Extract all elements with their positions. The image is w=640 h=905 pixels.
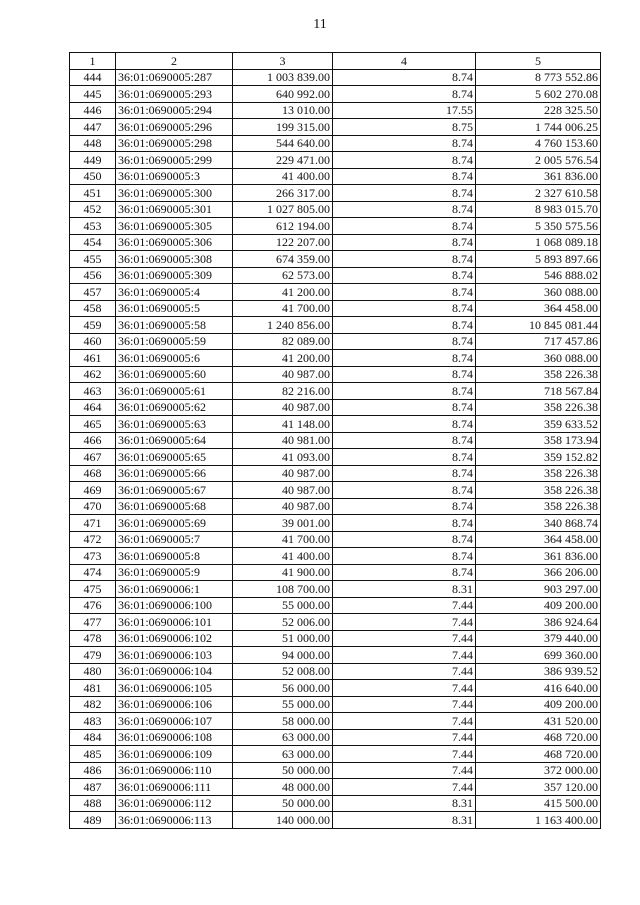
table-row xyxy=(70,581,601,598)
table-row xyxy=(70,564,601,581)
row-number-cell: 469 xyxy=(70,482,116,499)
rate-value-cell: 8.31 xyxy=(333,581,476,598)
area-value-cell: 1 003 839.00 xyxy=(233,69,333,86)
cadastral-number-cell: 36:01:0690005:65 xyxy=(116,449,233,466)
area-value-cell: 41 900.00 xyxy=(233,564,333,581)
header-row xyxy=(70,53,601,70)
cadastral-number-cell: 36:01:0690006:113 xyxy=(116,812,233,829)
area-value-cell: 56 000.00 xyxy=(233,680,333,697)
cost-value-cell: 8 773 552.86 xyxy=(476,69,601,86)
area-value-cell: 108 700.00 xyxy=(233,581,333,598)
row-number-cell: 485 xyxy=(70,746,116,763)
rate-value-cell: 8.31 xyxy=(333,795,476,812)
table-row xyxy=(70,779,601,796)
row-number-cell: 468 xyxy=(70,465,116,482)
cost-value-cell: 5 350 575.56 xyxy=(476,218,601,235)
area-value-cell: 58 000.00 xyxy=(233,713,333,730)
area-value-cell: 1 027 805.00 xyxy=(233,201,333,218)
rate-value-cell: 8.74 xyxy=(333,251,476,268)
table-row xyxy=(70,317,601,334)
cost-value-cell: 699 360.00 xyxy=(476,647,601,664)
rate-value-cell: 8.74 xyxy=(333,482,476,499)
cadastral-number-cell: 36:01:0690006:112 xyxy=(116,795,233,812)
cost-value-cell: 409 200.00 xyxy=(476,696,601,713)
row-number-cell: 457 xyxy=(70,284,116,301)
rate-value-cell: 8.74 xyxy=(333,201,476,218)
table-row xyxy=(70,449,601,466)
cadastral-number-cell: 36:01:0690005:67 xyxy=(116,482,233,499)
area-value-cell: 140 000.00 xyxy=(233,812,333,829)
table-row xyxy=(70,350,601,367)
rate-value-cell: 8.74 xyxy=(333,267,476,284)
area-value-cell: 63 000.00 xyxy=(233,746,333,763)
area-value-cell: 51 000.00 xyxy=(233,630,333,647)
area-value-cell: 266 317.00 xyxy=(233,185,333,202)
area-value-cell: 40 987.00 xyxy=(233,482,333,499)
cadastral-number-cell: 36:01:0690005:60 xyxy=(116,366,233,383)
cadastral-number-cell: 36:01:0690005:61 xyxy=(116,383,233,400)
page-number: 11 xyxy=(313,17,327,32)
cost-value-cell: 717 457.86 xyxy=(476,333,601,350)
rate-value-cell: 8.74 xyxy=(333,284,476,301)
rate-value-cell: 8.74 xyxy=(333,564,476,581)
cost-value-cell: 5 602 270.08 xyxy=(476,86,601,103)
rate-value-cell: 8.74 xyxy=(333,383,476,400)
area-value-cell: 63 000.00 xyxy=(233,729,333,746)
table-row xyxy=(70,812,601,829)
row-number-cell: 456 xyxy=(70,267,116,284)
cost-value-cell: 386 924.64 xyxy=(476,614,601,631)
cost-value-cell: 372 000.00 xyxy=(476,762,601,779)
cost-value-cell: 359 633.52 xyxy=(476,416,601,433)
row-number-cell: 473 xyxy=(70,548,116,565)
cost-value-cell: 358 226.38 xyxy=(476,465,601,482)
cost-value-cell: 364 458.00 xyxy=(476,531,601,548)
rate-value-cell: 7.44 xyxy=(333,663,476,680)
row-number-cell: 458 xyxy=(70,300,116,317)
table-row xyxy=(70,630,601,647)
table-row xyxy=(70,531,601,548)
rate-value-cell: 8.74 xyxy=(333,218,476,235)
area-value-cell: 41 148.00 xyxy=(233,416,333,433)
row-number-cell: 454 xyxy=(70,234,116,251)
rate-value-cell: 7.44 xyxy=(333,614,476,631)
table-row xyxy=(70,746,601,763)
row-number-cell: 446 xyxy=(70,102,116,119)
row-number-cell: 460 xyxy=(70,333,116,350)
cadastral-number-cell: 36:01:0690005:63 xyxy=(116,416,233,433)
area-value-cell: 50 000.00 xyxy=(233,795,333,812)
table-row xyxy=(70,663,601,680)
area-value-cell: 41 400.00 xyxy=(233,548,333,565)
row-number-cell: 482 xyxy=(70,696,116,713)
cost-value-cell: 468 720.00 xyxy=(476,729,601,746)
row-number-cell: 452 xyxy=(70,201,116,218)
table-row xyxy=(70,498,601,515)
row-number-cell: 463 xyxy=(70,383,116,400)
table-row xyxy=(70,284,601,301)
header-col-2: 2 xyxy=(116,53,233,70)
cadastral-number-cell: 36:01:0690005:6 xyxy=(116,350,233,367)
area-value-cell: 52 008.00 xyxy=(233,663,333,680)
table-row xyxy=(70,482,601,499)
cadastral-number-cell: 36:01:0690005:298 xyxy=(116,135,233,152)
table-row xyxy=(70,333,601,350)
cadastral-number-cell: 36:01:0690005:294 xyxy=(116,102,233,119)
cadastral-number-cell: 36:01:0690005:58 xyxy=(116,317,233,334)
cadastral-number-cell: 36:01:0690005:66 xyxy=(116,465,233,482)
area-value-cell: 612 194.00 xyxy=(233,218,333,235)
cadastral-number-cell: 36:01:0690005:296 xyxy=(116,119,233,136)
table-row xyxy=(70,729,601,746)
rate-value-cell: 8.74 xyxy=(333,498,476,515)
row-number-cell: 475 xyxy=(70,581,116,598)
table-row xyxy=(70,102,601,119)
rate-value-cell: 8.74 xyxy=(333,152,476,169)
row-number-cell: 467 xyxy=(70,449,116,466)
cadastral-number-cell: 36:01:0690005:8 xyxy=(116,548,233,565)
cost-value-cell: 468 720.00 xyxy=(476,746,601,763)
rate-value-cell: 8.74 xyxy=(333,548,476,565)
header-col-4: 4 xyxy=(333,53,476,70)
rate-value-cell: 7.44 xyxy=(333,713,476,730)
row-number-cell: 451 xyxy=(70,185,116,202)
area-value-cell: 640 992.00 xyxy=(233,86,333,103)
cost-value-cell: 379 440.00 xyxy=(476,630,601,647)
cost-value-cell: 718 567.84 xyxy=(476,383,601,400)
rate-value-cell: 8.75 xyxy=(333,119,476,136)
rate-value-cell: 8.74 xyxy=(333,168,476,185)
area-value-cell: 13 010.00 xyxy=(233,102,333,119)
area-value-cell: 94 000.00 xyxy=(233,647,333,664)
rate-value-cell: 8.74 xyxy=(333,135,476,152)
cadastral-number-cell: 36:01:0690005:4 xyxy=(116,284,233,301)
cost-value-cell: 546 888.02 xyxy=(476,267,601,284)
table-row xyxy=(70,218,601,235)
table-row xyxy=(70,267,601,284)
cost-value-cell: 360 088.00 xyxy=(476,350,601,367)
area-value-cell: 1 240 856.00 xyxy=(233,317,333,334)
rate-value-cell: 8.74 xyxy=(333,399,476,416)
rate-value-cell: 8.74 xyxy=(333,416,476,433)
area-value-cell: 82 216.00 xyxy=(233,383,333,400)
cost-value-cell: 431 520.00 xyxy=(476,713,601,730)
row-number-cell: 472 xyxy=(70,531,116,548)
header-col-1: 1 xyxy=(70,53,116,70)
table-row xyxy=(70,597,601,614)
cadastral-number-cell: 36:01:0690005:287 xyxy=(116,69,233,86)
cost-value-cell: 361 836.00 xyxy=(476,168,601,185)
rate-value-cell: 7.44 xyxy=(333,746,476,763)
rate-value-cell: 7.44 xyxy=(333,729,476,746)
rate-value-cell: 7.44 xyxy=(333,680,476,697)
row-number-cell: 484 xyxy=(70,729,116,746)
area-value-cell: 48 000.00 xyxy=(233,779,333,796)
cost-value-cell: 361 836.00 xyxy=(476,548,601,565)
row-number-cell: 453 xyxy=(70,218,116,235)
cost-value-cell: 903 297.00 xyxy=(476,581,601,598)
rate-value-cell: 7.44 xyxy=(333,762,476,779)
rate-value-cell: 7.44 xyxy=(333,779,476,796)
table-row xyxy=(70,234,601,251)
rate-value-cell: 7.44 xyxy=(333,597,476,614)
cost-value-cell: 4 760 153.60 xyxy=(476,135,601,152)
area-value-cell: 199 315.00 xyxy=(233,119,333,136)
cadastral-number-cell: 36:01:0690005:308 xyxy=(116,251,233,268)
cadastral-number-cell: 36:01:0690005:64 xyxy=(116,432,233,449)
cadastral-number-cell: 36:01:0690005:300 xyxy=(116,185,233,202)
cost-value-cell: 358 226.38 xyxy=(476,399,601,416)
cost-value-cell: 1 163 400.00 xyxy=(476,812,601,829)
row-number-cell: 449 xyxy=(70,152,116,169)
table-row xyxy=(70,432,601,449)
header-col-5: 5 xyxy=(476,53,601,70)
row-number-cell: 459 xyxy=(70,317,116,334)
cost-value-cell: 386 939.52 xyxy=(476,663,601,680)
row-number-cell: 455 xyxy=(70,251,116,268)
area-value-cell: 39 001.00 xyxy=(233,515,333,532)
rate-value-cell: 8.74 xyxy=(333,366,476,383)
table-row xyxy=(70,300,601,317)
table-row xyxy=(70,696,601,713)
cost-value-cell: 2 327 610.58 xyxy=(476,185,601,202)
area-value-cell: 40 987.00 xyxy=(233,498,333,515)
table-row xyxy=(70,119,601,136)
table-row xyxy=(70,713,601,730)
rate-value-cell: 8.74 xyxy=(333,69,476,86)
area-value-cell: 62 573.00 xyxy=(233,267,333,284)
cadastral-number-cell: 36:01:0690006:102 xyxy=(116,630,233,647)
row-number-cell: 471 xyxy=(70,515,116,532)
area-value-cell: 40 987.00 xyxy=(233,399,333,416)
table-row xyxy=(70,69,601,86)
cost-value-cell: 358 173.94 xyxy=(476,432,601,449)
row-number-cell: 479 xyxy=(70,647,116,664)
row-number-cell: 486 xyxy=(70,762,116,779)
table-row xyxy=(70,614,601,631)
cost-value-cell: 358 226.38 xyxy=(476,482,601,499)
row-number-cell: 470 xyxy=(70,498,116,515)
table-row xyxy=(70,515,601,532)
row-number-cell: 461 xyxy=(70,350,116,367)
rate-value-cell: 8.74 xyxy=(333,333,476,350)
cadastral-number-cell: 36:01:0690005:59 xyxy=(116,333,233,350)
row-number-cell: 447 xyxy=(70,119,116,136)
row-number-cell: 480 xyxy=(70,663,116,680)
area-value-cell: 544 640.00 xyxy=(233,135,333,152)
rate-value-cell: 8.74 xyxy=(333,531,476,548)
area-value-cell: 82 089.00 xyxy=(233,333,333,350)
row-number-cell: 478 xyxy=(70,630,116,647)
row-number-cell: 487 xyxy=(70,779,116,796)
rate-value-cell: 8.74 xyxy=(333,350,476,367)
table-row xyxy=(70,135,601,152)
cadastral-number-cell: 36:01:0690005:9 xyxy=(116,564,233,581)
rate-value-cell: 7.44 xyxy=(333,647,476,664)
rate-value-cell: 8.74 xyxy=(333,432,476,449)
cadastral-number-cell: 36:01:0690005:301 xyxy=(116,201,233,218)
rate-value-cell: 8.74 xyxy=(333,449,476,466)
area-value-cell: 674 359.00 xyxy=(233,251,333,268)
cadastral-number-cell: 36:01:0690006:107 xyxy=(116,713,233,730)
table-row xyxy=(70,399,601,416)
row-number-cell: 462 xyxy=(70,366,116,383)
cost-value-cell: 359 152.82 xyxy=(476,449,601,466)
table-row xyxy=(70,152,601,169)
cadastral-number-cell: 36:01:0690006:103 xyxy=(116,647,233,664)
cadastral-number-cell: 36:01:0690005:7 xyxy=(116,531,233,548)
rate-value-cell: 8.74 xyxy=(333,234,476,251)
cost-value-cell: 366 206.00 xyxy=(476,564,601,581)
area-value-cell: 41 700.00 xyxy=(233,300,333,317)
rate-value-cell: 8.74 xyxy=(333,317,476,334)
cadastral-number-cell: 36:01:0690005:299 xyxy=(116,152,233,169)
cadastral-number-cell: 36:01:0690006:110 xyxy=(116,762,233,779)
cost-value-cell: 364 458.00 xyxy=(476,300,601,317)
row-number-cell: 477 xyxy=(70,614,116,631)
rate-value-cell: 8.74 xyxy=(333,300,476,317)
area-value-cell: 41 200.00 xyxy=(233,284,333,301)
cadastral-number-cell: 36:01:0690006:100 xyxy=(116,597,233,614)
cost-value-cell: 357 120.00 xyxy=(476,779,601,796)
cadastral-number-cell: 36:01:0690006:106 xyxy=(116,696,233,713)
area-value-cell: 41 093.00 xyxy=(233,449,333,466)
cost-value-cell: 5 893 897.66 xyxy=(476,251,601,268)
rate-value-cell: 8.74 xyxy=(333,465,476,482)
table-row xyxy=(70,251,601,268)
cadastral-number-cell: 36:01:0690005:62 xyxy=(116,399,233,416)
row-number-cell: 489 xyxy=(70,812,116,829)
area-value-cell: 55 000.00 xyxy=(233,597,333,614)
cadastral-number-cell: 36:01:0690006:101 xyxy=(116,614,233,631)
rate-value-cell: 17.55 xyxy=(333,102,476,119)
table-row xyxy=(70,795,601,812)
cadastral-number-cell: 36:01:0690006:111 xyxy=(116,779,233,796)
header-col-3: 3 xyxy=(233,53,333,70)
row-number-cell: 445 xyxy=(70,86,116,103)
cadastral-number-cell: 36:01:0690005:293 xyxy=(116,86,233,103)
area-value-cell: 229 471.00 xyxy=(233,152,333,169)
cost-value-cell: 416 640.00 xyxy=(476,680,601,697)
rate-value-cell: 8.74 xyxy=(333,515,476,532)
cadastral-number-cell: 36:01:0690005:68 xyxy=(116,498,233,515)
table-body xyxy=(70,69,601,828)
cost-value-cell: 358 226.38 xyxy=(476,366,601,383)
table-row xyxy=(70,416,601,433)
cadastral-number-cell: 36:01:0690005:309 xyxy=(116,267,233,284)
cadastral-number-cell: 36:01:0690006:1 xyxy=(116,581,233,598)
table-row xyxy=(70,680,601,697)
cadastral-number-cell: 36:01:0690006:104 xyxy=(116,663,233,680)
area-value-cell: 40 987.00 xyxy=(233,366,333,383)
table-row xyxy=(70,366,601,383)
rate-value-cell: 8.74 xyxy=(333,86,476,103)
cadastral-number-cell: 36:01:0690005:306 xyxy=(116,234,233,251)
cost-value-cell: 360 088.00 xyxy=(476,284,601,301)
row-number-cell: 466 xyxy=(70,432,116,449)
table-row xyxy=(70,168,601,185)
area-value-cell: 50 000.00 xyxy=(233,762,333,779)
table-row xyxy=(70,185,601,202)
table-row xyxy=(70,647,601,664)
cadastral-number-cell: 36:01:0690005:3 xyxy=(116,168,233,185)
table-row xyxy=(70,86,601,103)
area-value-cell: 41 400.00 xyxy=(233,168,333,185)
cadastral-number-cell: 36:01:0690005:305 xyxy=(116,218,233,235)
area-value-cell: 41 200.00 xyxy=(233,350,333,367)
cadastral-number-cell: 36:01:0690006:108 xyxy=(116,729,233,746)
table-row xyxy=(70,383,601,400)
table-row xyxy=(70,548,601,565)
cost-value-cell: 358 226.38 xyxy=(476,498,601,515)
cost-value-cell: 228 325.50 xyxy=(476,102,601,119)
table-row xyxy=(70,465,601,482)
area-value-cell: 52 006.00 xyxy=(233,614,333,631)
cadastral-table xyxy=(69,52,601,829)
rate-value-cell: 7.44 xyxy=(333,696,476,713)
area-value-cell: 40 981.00 xyxy=(233,432,333,449)
area-value-cell: 40 987.00 xyxy=(233,465,333,482)
row-number-cell: 448 xyxy=(70,135,116,152)
cost-value-cell: 1 744 006.25 xyxy=(476,119,601,136)
cost-value-cell: 415 500.00 xyxy=(476,795,601,812)
cost-value-cell: 1 068 089.18 xyxy=(476,234,601,251)
row-number-cell: 481 xyxy=(70,680,116,697)
cadastral-number-cell: 36:01:0690006:109 xyxy=(116,746,233,763)
rate-value-cell: 8.74 xyxy=(333,185,476,202)
area-value-cell: 122 207.00 xyxy=(233,234,333,251)
table-row xyxy=(70,201,601,218)
table-row xyxy=(70,762,601,779)
table-header xyxy=(70,53,601,70)
rate-value-cell: 7.44 xyxy=(333,630,476,647)
rate-value-cell: 8.31 xyxy=(333,812,476,829)
row-number-cell: 450 xyxy=(70,168,116,185)
cadastral-number-cell: 36:01:0690005:5 xyxy=(116,300,233,317)
area-value-cell: 41 700.00 xyxy=(233,531,333,548)
row-number-cell: 476 xyxy=(70,597,116,614)
row-number-cell: 444 xyxy=(70,69,116,86)
row-number-cell: 488 xyxy=(70,795,116,812)
cost-value-cell: 10 845 081.44 xyxy=(476,317,601,334)
cost-value-cell: 2 005 576.54 xyxy=(476,152,601,169)
area-value-cell: 55 000.00 xyxy=(233,696,333,713)
cadastral-number-cell: 36:01:0690006:105 xyxy=(116,680,233,697)
cadastral-number-cell: 36:01:0690005:69 xyxy=(116,515,233,532)
row-number-cell: 483 xyxy=(70,713,116,730)
cost-value-cell: 8 983 015.70 xyxy=(476,201,601,218)
row-number-cell: 465 xyxy=(70,416,116,433)
cost-value-cell: 409 200.00 xyxy=(476,597,601,614)
row-number-cell: 474 xyxy=(70,564,116,581)
row-number-cell: 464 xyxy=(70,399,116,416)
cost-value-cell: 340 868.74 xyxy=(476,515,601,532)
